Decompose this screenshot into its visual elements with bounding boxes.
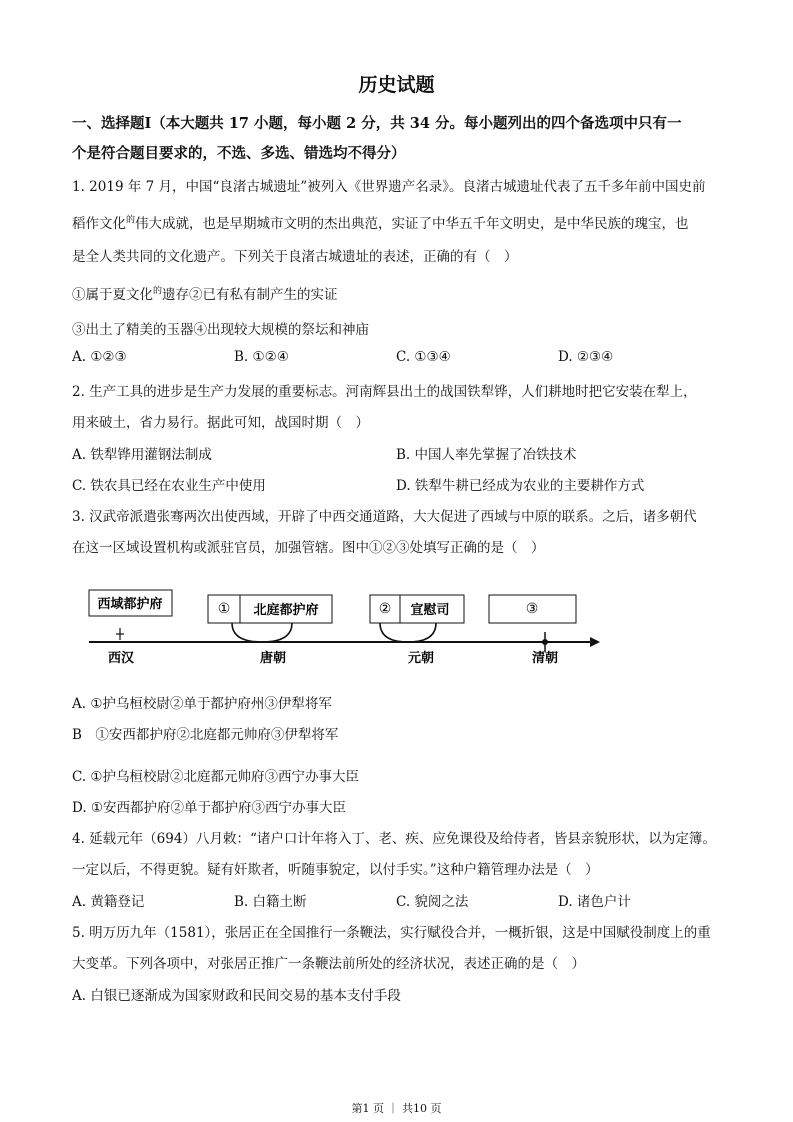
q3-option-d[interactable]: D. ①安西都护府②单于都护府③西宁办事大臣 <box>72 800 347 816</box>
q3-stem-line-1: 3. 汉武帝派遣张骞两次出使西域，开辟了中西交通道路，大大促进了西域与中原的联系。之后，诸多朝代 <box>72 509 697 525</box>
page-title: 历史试题 <box>358 74 435 96</box>
box-xiyu-label: 西域都护府 <box>97 597 163 612</box>
q4-option-b[interactable]: B. 白籍土断 <box>234 894 307 910</box>
section-heading-line-2: 个是符合题目要求的，不选、多选、错选均不得分） <box>72 145 406 162</box>
q5-stem-line-2: 大变革。下列各项中，对张居正推广一条鞭法前所处的经济状况，表述正确的是（ ） <box>72 956 585 972</box>
q1-stem-line-2: 稻作文化$^的$伟大成就，也是早期城市文明的杰出典范，实证了中华五千年文明史，是中华民族的瑰宝，也 <box>72 215 689 232</box>
q2-option-a[interactable]: A. 铁犁铧用灌钢法制成 <box>72 447 212 463</box>
box-2-number: ② <box>378 601 392 617</box>
section-heading-line-1: 一、选择题Ⅰ（本大题共 17 小题，每小题 2 分，共 34 分。每小题列出的四个备选项中只有一 <box>72 115 682 132</box>
box-xuanweisi-label: 宣慰司 <box>410 603 450 618</box>
q4-stem-line-2: 一定以后，不得更貌。疑有奸欺者，听随事貌定，以付手实。”这种户籍管理办法是（ ） <box>72 862 599 878</box>
q5-stem-line-1: 5. 明万历九年（1581），张居正在全国推行一条鞭法，实行赋役合并，一概折银，这是中国赋役制度上的重 <box>72 925 711 941</box>
q3-option-c[interactable]: C. ①护乌桓校尉②北庭都元帅府③西宁办事大臣 <box>72 769 360 785</box>
q2-stem-line-1: 2. 生产工具的进步是生产力发展的重要标志。河南辉县出土的战国铁犁铧，人们耕地时把它安装在犁上， <box>72 384 697 400</box>
q1-stem-line-1: 1. 2019 年 7 月，中国“良渚古城遗址”被列入《世界遗产名录》。良渚古城遗址代表了五千多年前中国史前 <box>72 179 706 195</box>
q1-stem-line-3: 是全人类共同的文化遗产。下列关于良渚古城遗址的表述，正确的有（ ） <box>72 249 518 265</box>
page-footer: 第1 页 ｜ 共10 页 <box>351 1102 442 1115</box>
q1-option-d[interactable]: D. ②③④ <box>558 349 614 365</box>
q1-option-b[interactable]: B. ①②④ <box>234 349 289 365</box>
q4-option-c[interactable]: C. 貌阅之法 <box>396 894 469 910</box>
q3-option-a[interactable]: A. ①护乌桓校尉②单于都护府州③伊犁将军 <box>72 696 332 712</box>
q1-statement-1: ①属于夏文化$^的$遗存②已有私有制产生的实证 <box>72 286 338 303</box>
era-label-yuan: 元朝 <box>407 651 435 666</box>
era-label-tang: 唐朝 <box>259 651 287 666</box>
q1-option-c[interactable]: C. ①③④ <box>396 349 451 365</box>
q2-option-c[interactable]: C. 铁农具已经在农业生产中使用 <box>72 478 266 494</box>
marker-qing <box>538 632 552 652</box>
q3-timeline-diagram <box>0 580 793 675</box>
q2-stem-line-2: 用来破土，省力易行。据此可知，战国时期（ ） <box>72 415 369 431</box>
box-3-number: ③ <box>525 601 539 617</box>
q1-option-a[interactable]: A. ①②③ <box>72 349 127 365</box>
marker-xihan <box>116 628 124 640</box>
q2-option-b[interactable]: B. 中国人率先掌握了冶铁技术 <box>396 447 577 463</box>
era-label-qing: 清朝 <box>531 651 559 666</box>
q1-statement-2: ③出土了精美的玉器④出现较大规模的祭坛和神庙 <box>72 322 369 338</box>
q3-option-b[interactable]: B ①安西都护府②北庭都元帅府③伊犁将军 <box>72 727 339 743</box>
box-1-number: ① <box>217 601 231 617</box>
q3-stem-line-2: 在这一区域设置机构或派驻官员，加强管辖。图中①②③处填写正确的是（ ） <box>72 540 545 556</box>
q4-stem-line-1: 4. 延载元年（694）八月敕：“诸户口计年将入丁、老、疾、应免课役及给侍者，皆县亲貌形状，以为定簿。 <box>72 831 716 847</box>
q4-option-a[interactable]: A. 黄籍登记 <box>72 894 145 910</box>
q5-option-a[interactable]: A. 白银已逐渐成为国家财政和民间交易的基本支付手段 <box>72 988 401 1004</box>
box-beiting-label: 北庭都护府 <box>253 603 319 618</box>
era-label-xihan: 西汉 <box>107 651 135 666</box>
q2-option-d[interactable]: D. 铁犁牛耕已经成为农业的主要耕作方式 <box>396 478 645 494</box>
q4-option-d[interactable]: D. 诸色户计 <box>558 894 631 910</box>
